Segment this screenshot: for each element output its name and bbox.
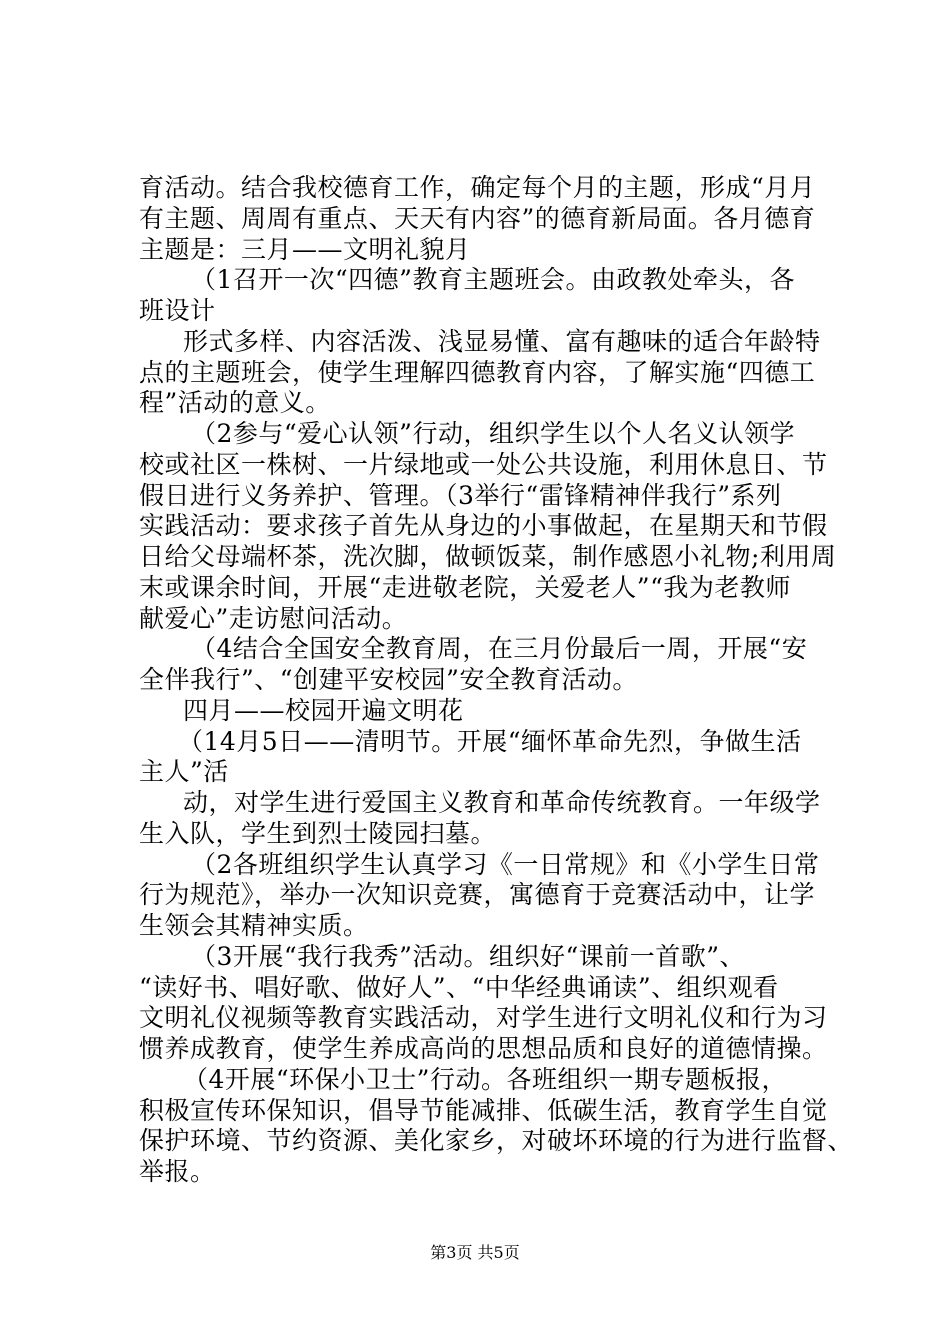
text-line: 末或课余时间，开展“走进敬老院，关爱老人”“我为老教师 bbox=[139, 573, 791, 602]
text-line: “读好书、唱好歌、做好人”、“中华经典诵读”、组织观看 bbox=[139, 973, 779, 1002]
text-line: 育活动。结合我校德育工作，确定每个月的主题，形成“月月 bbox=[139, 173, 816, 202]
text-line: 实践活动：要求孩子首先从身边的小事做起，在星期天和节假 bbox=[139, 511, 828, 540]
text-line: 积极宣传环保知识，倡导节能减排、低碳生活，教育学生自觉 bbox=[139, 1096, 828, 1125]
text-line: 保护环境、节约资源、美化家乡，对破坏环境的行为进行监督、 bbox=[139, 1126, 854, 1155]
text-line: 程”活动的意义。 bbox=[139, 388, 331, 417]
text-line: 校或社区一株树、一片绿地或一处公共设施，利用休息日、节 bbox=[139, 450, 828, 479]
text-line: （4结合全国安全教育周，在三月份最后一周，开展“安 bbox=[191, 634, 808, 663]
text-line: 四月——校园开遍文明花 bbox=[183, 696, 464, 725]
text-line: 生领会其精神实质。 bbox=[139, 911, 369, 940]
text-line: 主题是：三月——文明礼貌月 bbox=[139, 235, 471, 264]
text-line: 生入队，学生到烈士陵园扫墓。 bbox=[139, 819, 497, 848]
text-line: 全伴我行”、“创建平安校园”安全教育活动。 bbox=[139, 665, 638, 694]
text-line: 行为规范》，举办一次知识竞赛，寓德育于竞赛活动中，让学 bbox=[139, 880, 816, 909]
page-number-footer: 第3页 共5页 bbox=[430, 1243, 520, 1262]
text-line: 有主题、周周有重点、天天有内容”的德育新局面。各月德育 bbox=[139, 204, 816, 233]
text-line: （14月5日——清明节。开展“缅怀革命先烈，争做生活 bbox=[178, 727, 802, 756]
text-line: 惯养成教育，使学生养成高尚的思想品质和良好的道德情操。 bbox=[139, 1034, 828, 1063]
text-line: （2各班组织学生认真学习《一日常规》和《小学生日常 bbox=[191, 850, 820, 879]
text-line: 文明礼仪视频等教育实践活动，对学生进行文明礼仪和行为习 bbox=[139, 1003, 828, 1032]
text-line: 动，对学生进行爱国主义教育和革命传统教育。一年级学 bbox=[183, 788, 821, 817]
text-line: （2参与“爱心认领”行动，组织学生以个人名义认领学 bbox=[191, 419, 795, 448]
text-line: （4开展“环保小卫士”行动。各班组织一期专题板报， bbox=[183, 1065, 787, 1094]
text-line: 假日进行义务养护、管理。（3举行“雷锋精神伴我行”系列 bbox=[139, 481, 782, 510]
text-line: 日给父母端杯茶，洗次脚，做顿饭菜，制作感恩小礼物;利用周 bbox=[139, 542, 837, 571]
text-line: 班设计 bbox=[139, 296, 216, 325]
text-line: 点的主题班会，使学生理解四德教育内容，了解实施“四德工 bbox=[139, 358, 816, 387]
text-line: 举报。 bbox=[139, 1157, 216, 1186]
text-line: 献爱心”走访慰问活动。 bbox=[139, 604, 408, 633]
text-line: 形式多样、内容活泼、浅显易懂、富有趣味的适合年龄特 bbox=[183, 327, 821, 356]
text-line: （3开展“我行我秀”活动。组织好“课前一首歌”、 bbox=[191, 942, 746, 971]
text-line: 主人”活 bbox=[139, 757, 229, 786]
text-line: （1召开一次“四德”教育主题班会。由政教处牵头，各 bbox=[191, 265, 795, 294]
